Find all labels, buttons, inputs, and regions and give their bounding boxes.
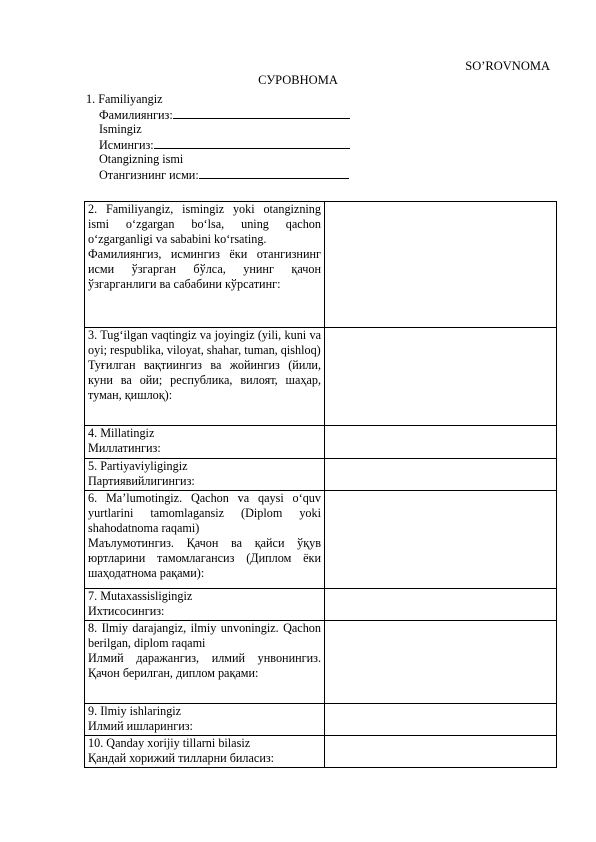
question-cyrillic: Партиявийлигингиз: <box>88 474 195 488</box>
question-cyrillic: Маълумотингиз. Қачон ва қайси ўқув юртларини тамомлагансиз (Диплом ёки шаҳодатнома рақами): <box>88 536 321 580</box>
answer-cell[interactable] <box>325 736 557 768</box>
question-cell <box>85 328 325 426</box>
questionnaire-table <box>84 201 557 768</box>
table-row <box>85 491 557 589</box>
question-cyrillic: Илмий ишларингиз: <box>88 719 193 733</box>
question-latin: 8. Ilmiy darajangiz, ilmiy unvoningiz. Qachon berilgan, diplom raqami <box>88 621 321 650</box>
question-cell <box>85 704 325 736</box>
table-row <box>85 328 557 426</box>
question-latin: 5. Partiyaviyligingiz <box>88 459 188 473</box>
question-latin: 2. Familiyangiz, ismingiz yoki otangizning ismi o‘zgargan bo‘lsa, uning qachon o‘zgarganligi va sababini ko‘rsating. <box>88 202 321 246</box>
answer-cell[interactable] <box>325 202 557 328</box>
document-title-latin: SO’ROVNOMA <box>465 59 550 73</box>
question-cell <box>85 621 325 704</box>
item-1-heading: 1. Familiyangiz <box>86 92 163 106</box>
table-row <box>85 621 557 704</box>
question-cyrillic: Илмий даражангиз, илмий унвонингиз. Қачон берилган, диплом рақами: <box>88 651 321 680</box>
answer-cell[interactable] <box>325 328 557 426</box>
surname-cyrillic-field[interactable] <box>86 107 350 122</box>
name-section <box>86 92 350 182</box>
question-cyrillic: Фамилиянгиз, исмингиз ёки отангизнинг исми ўзгарган бўлса, унинг қачон ўзгарганлиги ва сабабини кўрсатинг: <box>88 247 321 291</box>
patronymic-cyrillic-field[interactable] <box>86 167 350 182</box>
question-cell <box>85 426 325 459</box>
question-latin: 3. Tug‘ilgan vaqtingiz va joyingiz (yili, kuni va oyi; respublika, viloyat, shahar, tuman, qishloq) <box>88 328 321 357</box>
table-row <box>85 202 557 328</box>
document-title-cyrillic: СУРОВНОМА <box>258 73 338 87</box>
first-name-blank-line[interactable] <box>154 137 350 149</box>
first-name-cyrillic-field[interactable] <box>86 137 350 152</box>
question-latin: 7. Mutaxassisligingiz <box>88 589 193 603</box>
answer-cell[interactable] <box>325 459 557 491</box>
question-cyrillic: Миллатингиз: <box>88 441 161 455</box>
question-cyrillic: Ихтисосингиз: <box>88 604 165 618</box>
table-row <box>85 704 557 736</box>
surname-cyrillic-label: Фамилиянгиз: <box>99 108 173 122</box>
answer-cell[interactable] <box>325 589 557 621</box>
patronymic-cyrillic-label: Отангизнинг исми: <box>99 168 199 182</box>
patronymic-label: Otangizning ismi <box>99 152 184 166</box>
question-cell <box>85 202 325 328</box>
question-latin: 6. Ma’lumotingiz. Qachon va qaysi o‘quv yurtlarini tamomlagansiz (Diplom yoki shahodatnoma raqami) <box>88 491 321 535</box>
surname-blank-line[interactable] <box>173 107 350 119</box>
question-cyrillic: Туғилган вақтиингиз ва жойингиз (йили, куни ва ойи; республика, вилоят, шаҳар, туман, қишлоқ): <box>88 358 321 402</box>
question-cell <box>85 459 325 491</box>
answer-cell[interactable] <box>325 704 557 736</box>
question-cell <box>85 736 325 768</box>
answer-cell[interactable] <box>325 621 557 704</box>
question-cyrillic: Қандай хорижий тилларни биласиз: <box>88 751 275 765</box>
question-cell <box>85 589 325 621</box>
table-row <box>85 459 557 491</box>
question-latin: 4. Millatingiz <box>88 426 155 440</box>
answer-cell[interactable] <box>325 426 557 459</box>
answer-cell[interactable] <box>325 491 557 589</box>
table-row <box>85 426 557 459</box>
question-latin: 10. Qanday xorijiy tillarni bilasiz <box>88 736 251 750</box>
table-row <box>85 736 557 768</box>
first-name-label: Ismingiz <box>99 122 142 136</box>
question-latin: 9. Ilmiy ishlaringiz <box>88 704 182 718</box>
table-row <box>85 589 557 621</box>
first-name-cyrillic-label: Исмингиз: <box>99 138 154 152</box>
patronymic-blank-line[interactable] <box>199 167 349 179</box>
question-cell <box>85 491 325 589</box>
